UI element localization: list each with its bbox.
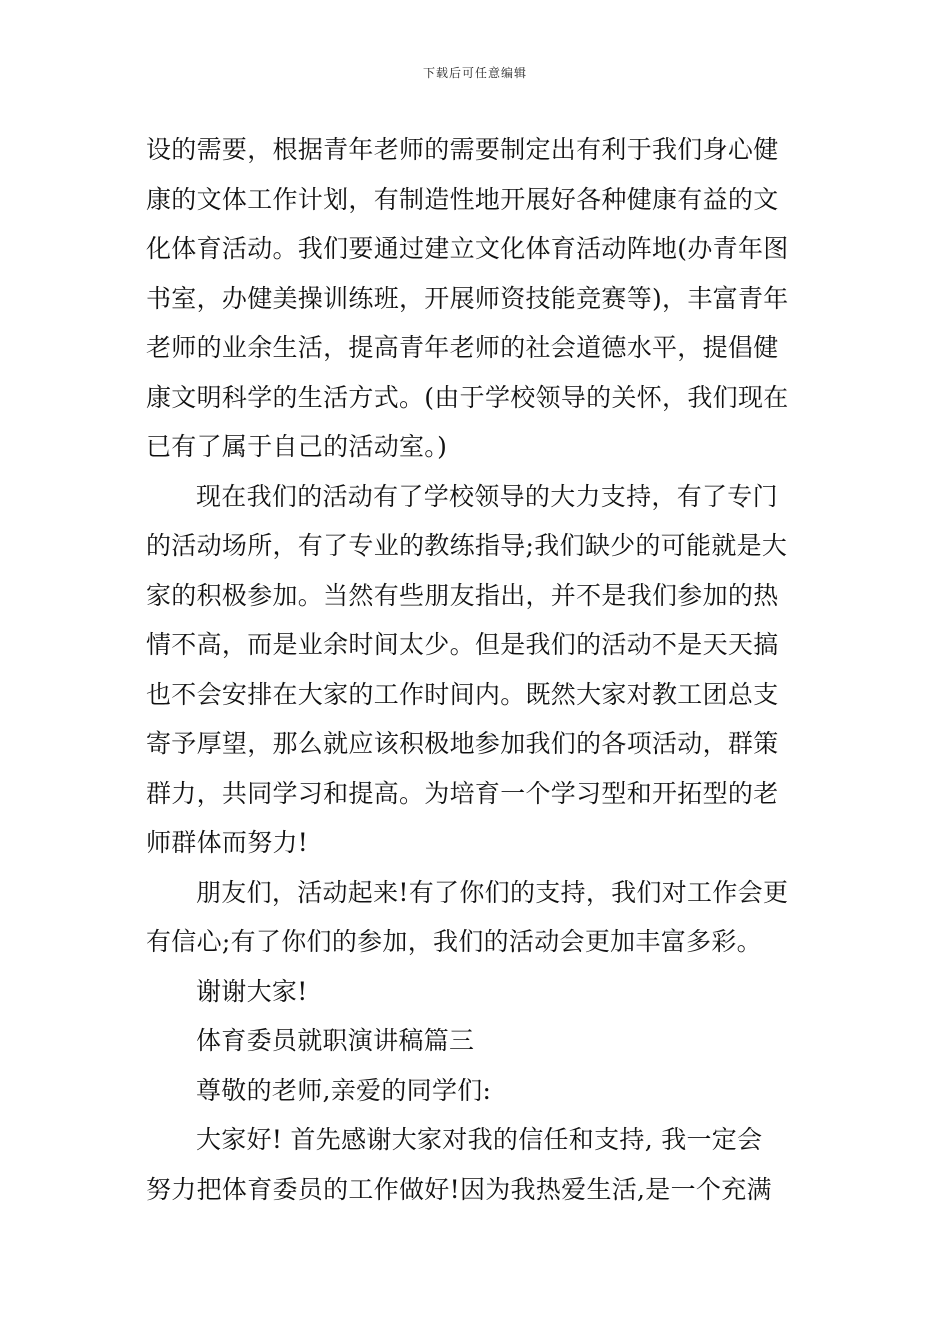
salutation-line: 尊敬的老师,亲爱的同学们: (196, 1075, 492, 1105)
paragraph-start-line: 大家好! 首先感谢大家对我的信任和支持, 我一定会 (196, 1125, 763, 1154)
text-line: 化体育活动。我们要通过建立文化体育活动阵地(办青年图 (146, 234, 789, 263)
text-line: 书室，办健美操训练班，开展师资技能竞赛等)，丰富青年 (146, 283, 789, 313)
text-line: 群力，共同学习和提高。为培育一个学习型和开拓型的老 (146, 778, 779, 808)
text-line: 有信心;有了你们的参加，我们的活动会更加丰富多彩。 (146, 927, 762, 956)
text-line: 家的积极参加。当然有些朋友指出，并不是我们参加的热 (146, 580, 779, 610)
text-line: 的活动场所，有了专业的教练指导;我们缺少的可能就是大 (146, 531, 788, 560)
text-line: 也不会安排在大家的工作时间内。既然大家对教工团总支 (146, 679, 779, 709)
text-line: 设的需要，根据青年老师的需要制定出有利于我们身心健 (146, 135, 779, 164)
document-body (146, 125, 808, 1214)
text-line: 康文明科学的生活方式。(由于学校领导的关怀，我们现在 (146, 382, 789, 412)
text-line: 已有了属于自己的活动室。) (146, 432, 448, 461)
closing-line: 谢谢大家! (196, 976, 308, 1006)
text-line: 康的文体工作计划，有制造性地开展好各种健康有益的文 (146, 184, 779, 214)
text-line: 师群体而努力! (146, 828, 309, 857)
paragraph-start-line: 现在我们的活动有了学校领导的大力支持，有了专门 (196, 481, 778, 511)
text-line: 努力把体育委员的工作做好!因为我热爱生活,是一个充满 (146, 1174, 772, 1204)
text-line: 寄予厚望，那么就应该积极地参加我们的各项活动，群策 (146, 729, 779, 758)
text-line: 情不高，而是业余时间太少。但是我们的活动不是天天搞 (146, 630, 779, 659)
page-header: 下载后可任意编辑 (422, 66, 527, 80)
text-line: 老师的业余生活，提高青年老师的社会道德水平，提倡健 (146, 333, 779, 362)
section-heading: 体育委员就职演讲稿篇三 (196, 1026, 475, 1055)
paragraph-start-line: 朋友们，活动起来!有了你们的支持，我们对工作会更 (196, 877, 789, 907)
